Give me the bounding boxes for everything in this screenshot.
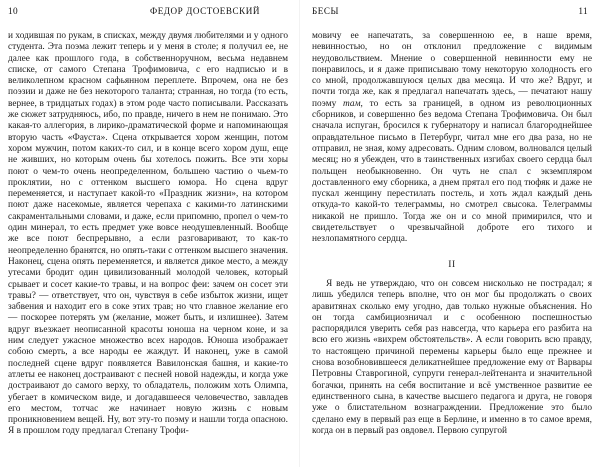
left-page-folio: 10 [8,7,18,17]
chapter-opening-paragraph: Я ведь не утверждаю, что он совсем нисколько не пострадал; я лишь убедился теперь вполне, что он мог бы продолжать о своих аравитянах сколько ему угодно, дав только нужные объяснения. Но он тогда самбициозничал и с особенною поспешностью распорядился уверить себя раз навсегда, что карьера его разбита на всю его жизнь «вихрем обстоятельств». А если говорить всю правду, то настоящею причиной перемены карьеры было еще прежнее и снова возобновившееся деликатнейшее предложение ему от Варвары Петровны Ставрогиной, супруги генерал-лейтенанта и значительной богачки, принять на себя воспитание и всё умственное развитие ее единственного сына, в качестве высшего педагога и друга, не говоря уже о блистательном вознаграждении. Предложение это было сделано ему в первый раз еще в Берлине, и именно в то самое время, когда он в первый раз овдовел. Первою супругой [312,278,592,436]
right-page-running-head [312,6,592,20]
left-page-running-head [8,6,288,20]
left-page-body [8,31,288,438]
paragraph-text-after-emphasis: , то есть за границей, в одном из революционных сборников, и совершенно без ведома Степана Трофимовича. Он был сначала испуган, бросился к губернатору и написал благороднейшее оправдательное письмо в Петербург, читал мне его два раза, но не отправил, не зная, кому адресовать. Одним словом, волновался целый месяц; но я убежден, что в таинственных изгибах своего сердца был польщен необыкновенно. Он чуть не спал с экземпляром доставленного ему сборника, а днем прятал его под тюфяк и даже не пускал женщину перестилать постель, и хоть ждал каждый день откуда-то какой-то телеграммы, но смотрел свысока. Телеграммы никакой не пришло. Тогда же он и со мной примирился, что и свидетельствует о чрезвычайной доброте его тихого и незлопамятного сердца. [312,98,592,245]
paragraph-text-before-emphasis: мовичу ее напечатать, за совершенною ее, в наше время, невинностью, но он отклонил предложение с видимым неудовольствием. Мнение о совершенной невинности ему не понравилось, и я даже приписываю тому некоторую холодность его со мной, продолжавшуюся целых два месяца. И что же? Вдруг, и почти тогда же, как я предлагал напечатать здесь, — печатают нашу поэму [312,31,592,109]
paragraph-continued: и ходившая по рукам, в списках, между двумя любителями и у одного студента. Эта поэма лежит теперь и у меня в столе; я получил ее, не далее как прошлого года, в собственноручном, весьма недавнем списке, от самого Степана Трофимовича, с его надписью и в великолепном красном сафьянном переплете. Впрочем, она не без поэзии и даже не без некоторого таланта; странная, но тогда (то есть, вернее, в тридцатых годах) в этом роде часто пописывали. Рассказать же сюжет затрудняюсь, ибо, по правде, ничего в нем не понимаю. Это какая-то аллегория, в лирико-драматической форме и напоминающая вторую часть «Фауста». Сцена открывается хором женщин, потом хором мужчин, потом каких-то сил, и в конце всего хором душ, еще не живших, но которым очень бы хотелось пожить. Все эти хоры поют о чем-то очень неопределенном, большею частию о чьем-то проклятии, но с оттенком высшего юмора. Но сцена вдруг переменяется, и наступает какой-то «Праздник жизни», на котором поют даже насекомые, является черепаха с какими-то латинскими сакраментальными словами, и даже, если припомню, пропел о чем-то один минерал, то есть предмет уже вовсе неодушевленный. Вообще же все поют беспрерывно, а если разговаривают, то как-то неопределенно бранятся, но опять-таки с оттенком высшего значения. Наконец, сцена опять переменяется, и является дикое место, а между утесами бродит один цивилизованный молодой человек, который срывает и сосет какие-то травы, и на вопрос феи: зачем он сосет эти травы? — ответствует, что он, чувствуя в себе избыток жизни, ищет забвения и находит его в соке этих трав; но что главное желание его — поскорее потерять ум (желание, может быть, и излишнее). Затем вдруг въезжает неописанной красоты юноша на черном коне, и за ним следует ужасное множество всех народов. Юноша изображает собою смерть, а все народы ее жаждут. И наконец, уже в самой последней сцене вдруг появляется Вавилонская башня, и какие-то атлеты ее наконец достраивают с песней новой надежды, и когда уже достраивают до самого верху, то обладатель, положим хоть Олимпа, убегает в комическом виде, и догадавшееся человечество, завладев его местом, тотчас же начинает новую жизнь с новым проникновением вещей. Ну, вот эту-то поэму и нашли тогда опасною. Я в прошлом году предлагал Степану Трофи- [8,31,288,437]
paragraph-continued [312,31,592,246]
left-page-running-title: ФЕДОР ДОСТОЕВСКИЙ [149,6,260,16]
right-page-body [312,31,592,437]
right-page [300,0,600,467]
right-page-folio: 11 [578,7,588,17]
chapter-number: II [448,258,456,270]
emphasized-word: там [343,98,361,109]
right-page-running-title: БЕСЫ [312,6,339,16]
